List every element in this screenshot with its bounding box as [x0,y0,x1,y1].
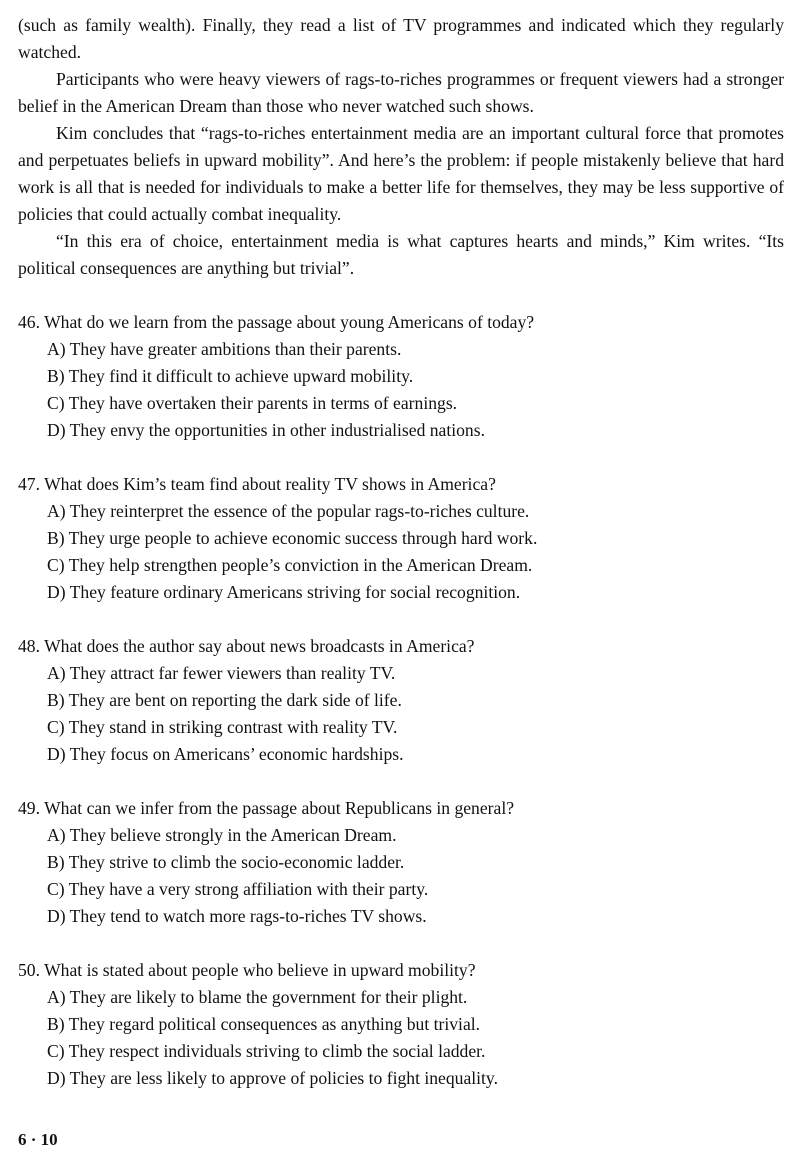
answer-option-d[interactable]: D) They envy the opportunities in other industrialised nations. [47,420,485,440]
answer-option-b[interactable]: B) They strive to climb the socio-economic ladder. [47,852,405,872]
passage-paragraph: (such as family wealth). Finally, they read a list of TV programmes and indicated which they regularly watched. [18,15,784,62]
answer-option-d[interactable]: D) They are less likely to approve of policies to fight inequality. [47,1068,498,1088]
answer-option-c[interactable]: C) They help strengthen people’s conviction in the American Dream. [47,555,533,575]
question-46 [18,309,784,444]
answer-option-b[interactable]: B) They are bent on reporting the dark side of life. [47,690,402,710]
answer-option-c[interactable]: C) They respect individuals striving to climb the social ladder. [47,1041,486,1061]
question-stem: 46. What do we learn from the passage about young Americans of today? [18,312,535,332]
answer-option-d[interactable]: D) They focus on Americans’ economic hardships. [47,744,404,764]
answer-option-c[interactable]: C) They have overtaken their parents in terms of earnings. [47,393,458,413]
answer-option-b[interactable]: B) They regard political consequences as anything but trivial. [47,1014,481,1034]
question-49 [18,795,784,930]
question-47 [18,471,784,606]
question-50 [18,957,784,1092]
page-number: 6 · 10 [18,1130,58,1149]
question-stem: 47. What does Kim’s team find about reality TV shows in America? [18,474,496,494]
answer-options [18,660,784,768]
question-stem: 48. What does the author say about news broadcasts in America? [18,636,475,656]
question-stem: 49. What can we infer from the passage about Republicans in general? [18,798,515,818]
answer-options [18,336,784,444]
question-stem: 50. What is stated about people who believe in upward mobility? [18,960,476,980]
answer-option-a[interactable]: A) They reinterpret the essence of the popular rags-to-riches culture. [47,501,530,521]
answer-option-c[interactable]: C) They stand in striking contrast with reality TV. [47,717,398,737]
answer-option-a[interactable]: A) They attract far fewer viewers than reality TV. [47,663,396,683]
answer-option-d[interactable]: D) They feature ordinary Americans striving for social recognition. [47,582,521,602]
answer-option-a[interactable]: A) They believe strongly in the American Dream. [47,825,397,845]
answer-option-a[interactable]: A) They are likely to blame the government for their plight. [47,987,468,1007]
answer-option-c[interactable]: C) They have a very strong affiliation with their party. [47,879,429,899]
question-48 [18,633,784,768]
answer-option-b[interactable]: B) They find it difficult to achieve upward mobility. [47,366,414,386]
answer-option-b[interactable]: B) They urge people to achieve economic success through hard work. [47,528,538,548]
answer-options [18,984,784,1092]
passage-paragraph: Kim concludes that “rags-to-riches entertainment media are an important cultural force that promotes and perpetuates beliefs in upward mobility”. And here’s the problem: if people mistakenly believe that hard work is all that is needed for individuals to make a better life for themselves, they may be less supportive of policies that could actually combat inequality. [18,123,784,224]
answer-option-a[interactable]: A) They have greater ambitions than their parents. [47,339,402,359]
reading-passage [18,12,784,282]
answer-option-d[interactable]: D) They tend to watch more rags-to-riches TV shows. [47,906,427,926]
exam-page [18,12,784,1092]
answer-options [18,822,784,930]
passage-paragraph: Participants who were heavy viewers of rags-to-riches programmes or frequent viewers had a stronger belief in the American Dream than those who never watched such shows. [18,69,784,116]
passage-paragraph: “In this era of choice, entertainment media is what captures hearts and minds,” Kim writes. “Its political consequences are anything but trivial”. [18,231,784,278]
answer-options [18,498,784,606]
